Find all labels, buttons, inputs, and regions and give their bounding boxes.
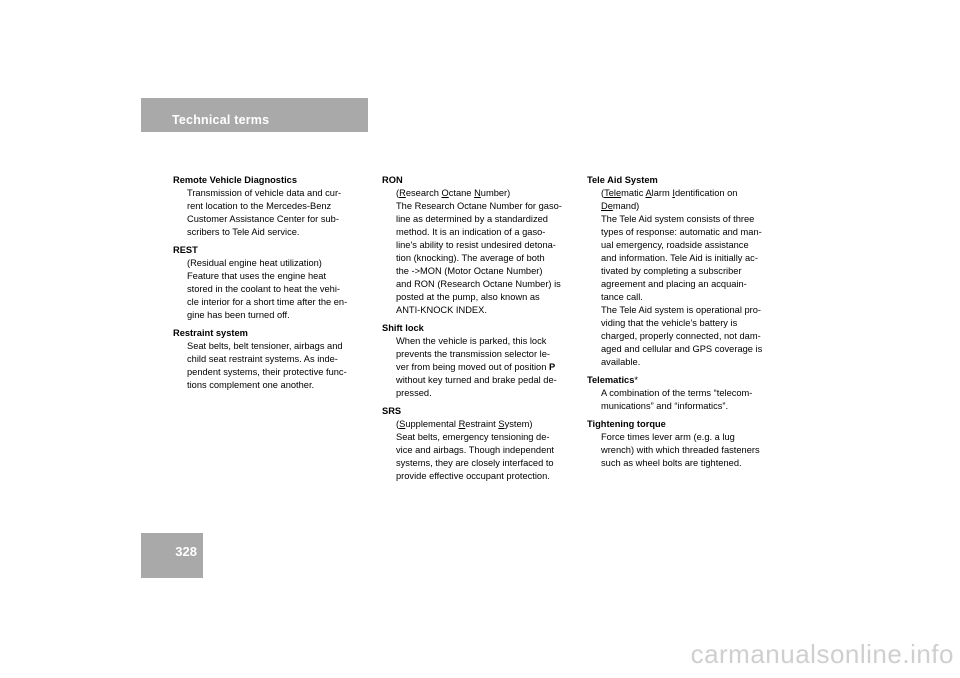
entry-remote-vehicle-diagnostics xyxy=(173,174,378,239)
acronym-letter: I xyxy=(672,188,675,198)
definition-line: available. xyxy=(601,357,641,367)
term-heading: SRS xyxy=(382,406,402,416)
term-definition xyxy=(587,387,792,413)
acronym-expansion: Demand) xyxy=(601,201,640,211)
definition-line: ver from being moved out of position P xyxy=(396,362,556,372)
term-definition xyxy=(382,418,587,483)
term-heading: Shift lock xyxy=(382,323,424,333)
definition-line: posted at the pump, also known as xyxy=(396,292,540,302)
definition-line: method. It is an indication of a gaso- xyxy=(396,227,546,237)
term-definition xyxy=(173,187,378,239)
definition-line: The Tele Aid system consists of three xyxy=(601,214,755,224)
column-3 xyxy=(587,174,792,475)
gear-position-p: P xyxy=(548,362,556,372)
entry-rest xyxy=(173,244,378,322)
term-definition xyxy=(382,335,587,400)
definition-line: munications” and “informatics”. xyxy=(601,401,729,411)
definition-line: Feature that uses the engine heat xyxy=(187,271,327,281)
term-heading: Remote Vehicle Diagnostics xyxy=(173,175,298,185)
definition-line: and information. Tele Aid is initially ac- xyxy=(601,253,758,263)
definition-line: and RON (Research Octane Number) is xyxy=(396,279,561,289)
term-definition xyxy=(587,431,792,470)
term-heading-row xyxy=(587,374,792,387)
definition-line: rent location to the Mercedes-Benz xyxy=(187,201,332,211)
acronym-letter: A xyxy=(645,188,652,198)
acronym-expansion: (Supplemental Restraint System) xyxy=(396,419,533,429)
acronym-letter: S xyxy=(498,419,505,429)
definition-line: cle interior for a short time after the en- xyxy=(187,297,348,307)
term-heading: Telematics xyxy=(587,375,635,385)
definition-line: agreement and placing an acquain- xyxy=(601,279,747,289)
acronym-letter: O xyxy=(441,188,449,198)
term-heading: Tele Aid System xyxy=(587,175,658,185)
definition-line: Customer Assistance Center for sub- xyxy=(187,214,339,224)
definition-line: the ->MON (Motor Octane Number) xyxy=(396,266,543,276)
entry-restraint-system xyxy=(173,327,378,392)
definition-line: line's ability to resist undesired detona- xyxy=(396,240,556,250)
column-1 xyxy=(173,174,378,397)
column-2 xyxy=(382,174,587,488)
acronym-expansion: (Telematic Alarm Identification on xyxy=(601,188,738,198)
definition-line: viding that the vehicle’s battery is xyxy=(601,318,738,328)
definition-line: such as wheel bolts are tightened. xyxy=(601,458,742,468)
acronym-letter: S xyxy=(399,419,406,429)
definition-line: tance call. xyxy=(601,292,643,302)
definition-line: tion (knocking). The average of both xyxy=(396,253,545,263)
definition-line: ual emergency, roadside assistance xyxy=(601,240,749,250)
acronym-letter: R xyxy=(399,188,406,198)
term-definition xyxy=(587,187,792,369)
definition-line: pressed. xyxy=(396,388,432,398)
page-number: 328 xyxy=(175,544,197,559)
term-heading: Restraint system xyxy=(173,328,248,338)
definition-line: prevents the transmission selector le- xyxy=(396,349,550,359)
definition-line: pendent systems, their protective func- xyxy=(187,367,347,377)
definition-line: gine has been turned off. xyxy=(187,310,290,320)
definition-line: without key turned and brake pedal de- xyxy=(396,375,557,385)
definition-line: tions complement one another. xyxy=(187,380,315,390)
optional-equipment-marker: * xyxy=(634,375,638,385)
definition-line: charged, properly connected, not dam- xyxy=(601,331,761,341)
definition-line: systems, they are closely interfaced to xyxy=(396,458,554,468)
acronym-letter: De xyxy=(601,201,613,211)
entry-tightening-torque xyxy=(587,418,792,470)
definition-line: types of response: automatic and man- xyxy=(601,227,762,237)
definition-line: scribers to Tele Aid service. xyxy=(187,227,300,237)
definition-line: ANTI-KNOCK INDEX. xyxy=(396,305,487,315)
definition-line: When the vehicle is parked, this lock xyxy=(396,336,547,346)
definition-line: tivated by completing a subscriber xyxy=(601,266,742,276)
definition-line: Force times lever arm (e.g. a lug xyxy=(601,432,735,442)
acronym-letter: Tele xyxy=(604,188,622,198)
term-definition xyxy=(173,340,378,392)
term-heading: REST xyxy=(173,245,198,255)
definition-line: (Residual engine heat utilization) xyxy=(187,258,322,268)
definition-line: provide effective occupant protection. xyxy=(396,471,550,481)
definition-line: aged and cellular and GPS coverage is xyxy=(601,344,763,354)
watermark: carmanualsonline.info xyxy=(690,639,954,669)
acronym-letter: R xyxy=(458,419,466,429)
entry-srs xyxy=(382,405,587,483)
definition-line: Seat belts, emergency tensioning de- xyxy=(396,432,550,442)
definition-line: The Tele Aid system is operational pro- xyxy=(601,305,762,315)
definition-line: stored in the coolant to heat the vehi- xyxy=(187,284,340,294)
definition-line: A combination of the terms “telecom- xyxy=(601,388,753,398)
entry-ron xyxy=(382,174,587,317)
definition-line: vice and airbags. Though independent xyxy=(396,445,554,455)
term-heading: Tightening torque xyxy=(587,419,666,429)
entry-shift-lock xyxy=(382,322,587,400)
definition-line: child seat restraint systems. As inde- xyxy=(187,354,338,364)
entry-telematics xyxy=(587,374,792,413)
definition-line: line as determined by a standardized xyxy=(396,214,548,224)
definition-line: wrench) with which threaded fasteners xyxy=(601,445,760,455)
section-title: Technical terms xyxy=(172,113,270,127)
definition-line: Transmission of vehicle data and cur- xyxy=(187,188,342,198)
definition-line: Seat belts, belt tensioner, airbags and xyxy=(187,341,343,351)
term-heading: RON xyxy=(382,175,403,185)
definition-line: The Research Octane Number for gaso- xyxy=(396,201,562,211)
acronym-expansion: (Research Octane Number) xyxy=(396,188,511,198)
term-definition xyxy=(382,187,587,317)
term-definition xyxy=(173,257,378,322)
entry-tele-aid-system xyxy=(587,174,792,369)
acronym-letter: N xyxy=(474,188,481,198)
